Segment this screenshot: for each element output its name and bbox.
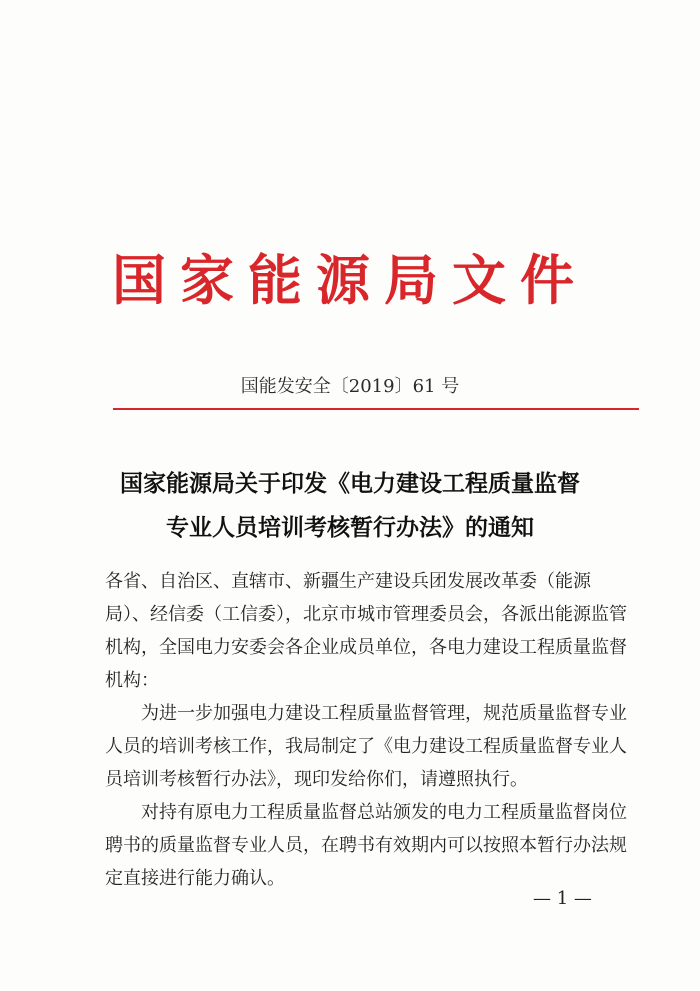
body-paragraph-2: 对持有原电力工程质量监督总站颁发的电力工程质量监督岗位聘书的质量监督专业人员，在聘书有效期内可以按照本暂行办法规定直接进行能力确认。 xyxy=(105,802,627,889)
body-paragraph-1: 为进一步加强电力建设工程质量监督管理，规范质量监督专业人员的培训考核工作，我局制定了《电力建设工程质量监督专业人员培训考核暂行办法》，现印发给你们，请遵照执行。 xyxy=(105,703,627,790)
recipients-paragraph: 各省、自治区、直辖市、新疆生产建设兵团发展改革委（能源局）、经信委（工信委），北京市城市管理委员会，各派出能源监管机构，全国电力安委会各企业成员单位，各电力建设工程质量监督机构： xyxy=(105,571,627,691)
notice-title xyxy=(0,462,700,550)
red-divider-line xyxy=(113,408,639,410)
page-number: — 1 — xyxy=(533,888,592,909)
notice-title-line-1: 国家能源局关于印发《电力建设工程质量监督 xyxy=(120,471,580,497)
issuer-header-title: 国家能源局文件 xyxy=(112,248,588,312)
notice-title-line-2: 专业人员培训考核暂行办法》的通知 xyxy=(166,515,534,541)
document-number: 国能发安全〔2019〕61 号 xyxy=(240,376,460,397)
notice-body xyxy=(105,565,635,895)
